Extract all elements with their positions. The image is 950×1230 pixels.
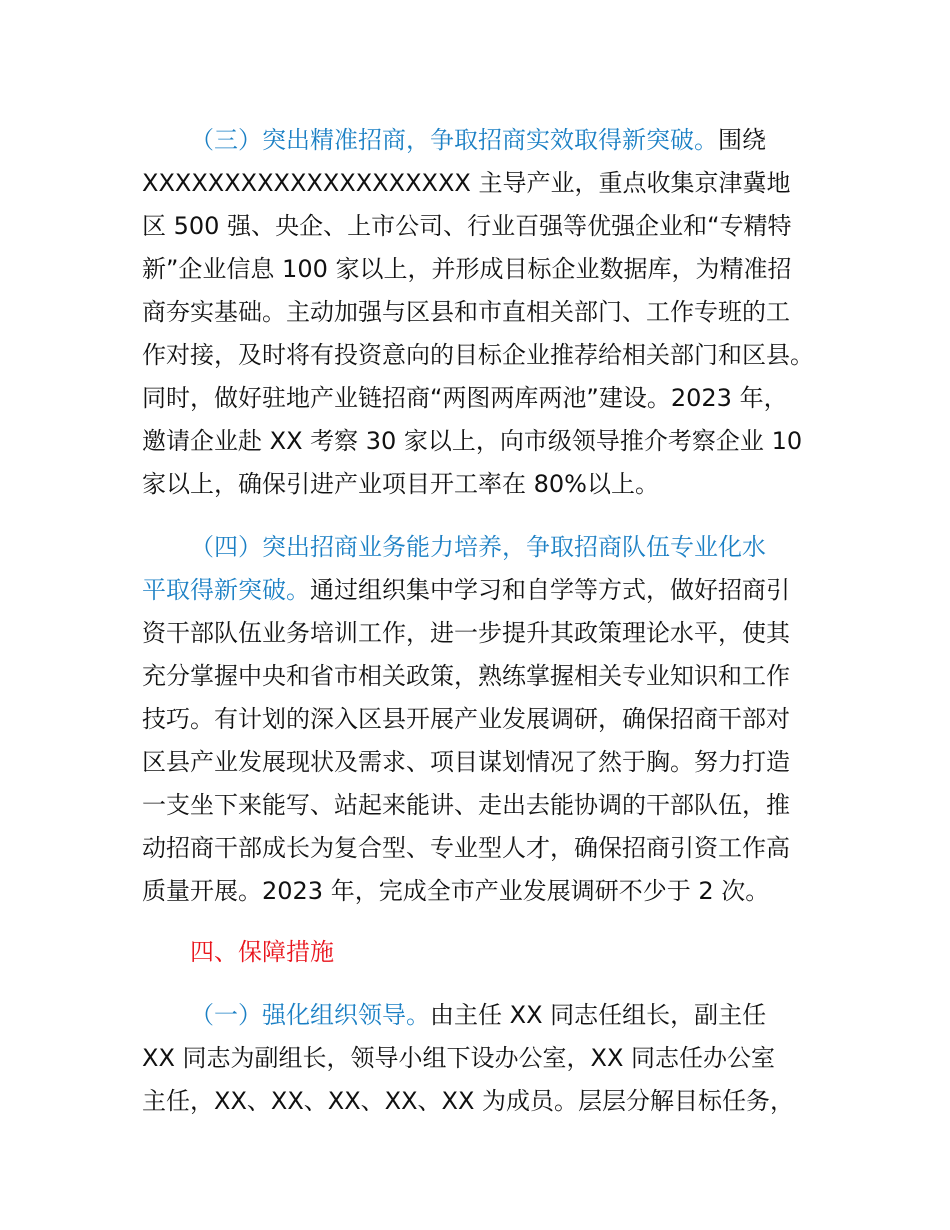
section-4-line: 质量开展。2023 年，完成全市产业发展调研不少于 2 次。 <box>142 877 770 905</box>
section-3-line: 家以上，确保引进产业项目开工率在 80%以上。 <box>142 470 659 498</box>
section-4-line: 技巧。有计划的深入区县开展产业发展调研，确保招商干部对 <box>142 705 790 733</box>
chapter-4-heading: 四、保障措施 <box>190 938 334 966</box>
section-3-line: XXXXXXXXXXXXXXXXXXXX 主导产业，重点收集京津冀地 <box>142 169 791 197</box>
subsection-1-text: 由主任 XX 同志任组长，副主任 <box>430 1001 767 1029</box>
section-4-text: 通过组织集中学习和自学等方式，做好招商引 <box>310 576 790 604</box>
section-4-heading: （四）突出招商业务能力培养，争取招商队伍专业化水 <box>190 533 766 561</box>
section-3-heading: （三）突出精准招商，争取招商实效取得新突破。 <box>190 126 718 154</box>
section-3-line: 作对接，及时将有投资意向的目标企业推荐给相关部门和区县。 <box>142 341 814 369</box>
section-4-line: 充分掌握中央和省市相关政策，熟练掌握相关专业知识和工作 <box>142 662 790 690</box>
section-4-line: 资干部队伍业务培训工作，进一步提升其政策理论水平，使其 <box>142 619 790 647</box>
section-3-line: 同时，做好驻地产业链招商“两图两库两池”建设。2023 年， <box>142 384 788 412</box>
section-4-line: 区县产业发展现状及需求、项目谋划情况了然于胸。努力打造 <box>142 748 790 776</box>
subsection-1-heading: （一）强化组织领导。 <box>190 1001 430 1029</box>
subsection-1-line: XX 同志为副组长，领导小组下设办公室，XX 同志任办公室 <box>142 1044 776 1072</box>
section-3-line: 邀请企业赴 XX 考察 30 家以上，向市级领导推介考察企业 10 <box>142 427 803 455</box>
section-3-line: 区 500 强、央企、上市公司、行业百强等优强企业和“专精特 <box>142 212 792 240</box>
section-3-text: 围绕 <box>718 126 766 154</box>
section-3-line: 商夯实基础。主动加强与区县和市直相关部门、工作专班的工 <box>142 298 790 326</box>
section-4-line: 一支坐下来能写、站起来能讲、走出去能协调的干部队伍，推 <box>142 791 790 819</box>
paragraph-section-4-line-2 <box>142 572 790 608</box>
paragraph-subsection-1-line-1 <box>190 997 766 1033</box>
subsection-1-line: 主任，XX、XX、XX、XX、XX 为成员。层层分解目标任务， <box>142 1087 795 1115</box>
paragraph-section-3-line-1 <box>190 122 766 158</box>
section-3-line: 新”企业信息 100 家以上，并形成目标企业数据库，为精准招 <box>142 255 792 283</box>
section-4-line: 动招商干部成长为复合型、专业型人才，确保招商引资工作高 <box>142 834 790 862</box>
section-4-heading-continued: 平取得新突破。 <box>142 576 310 604</box>
